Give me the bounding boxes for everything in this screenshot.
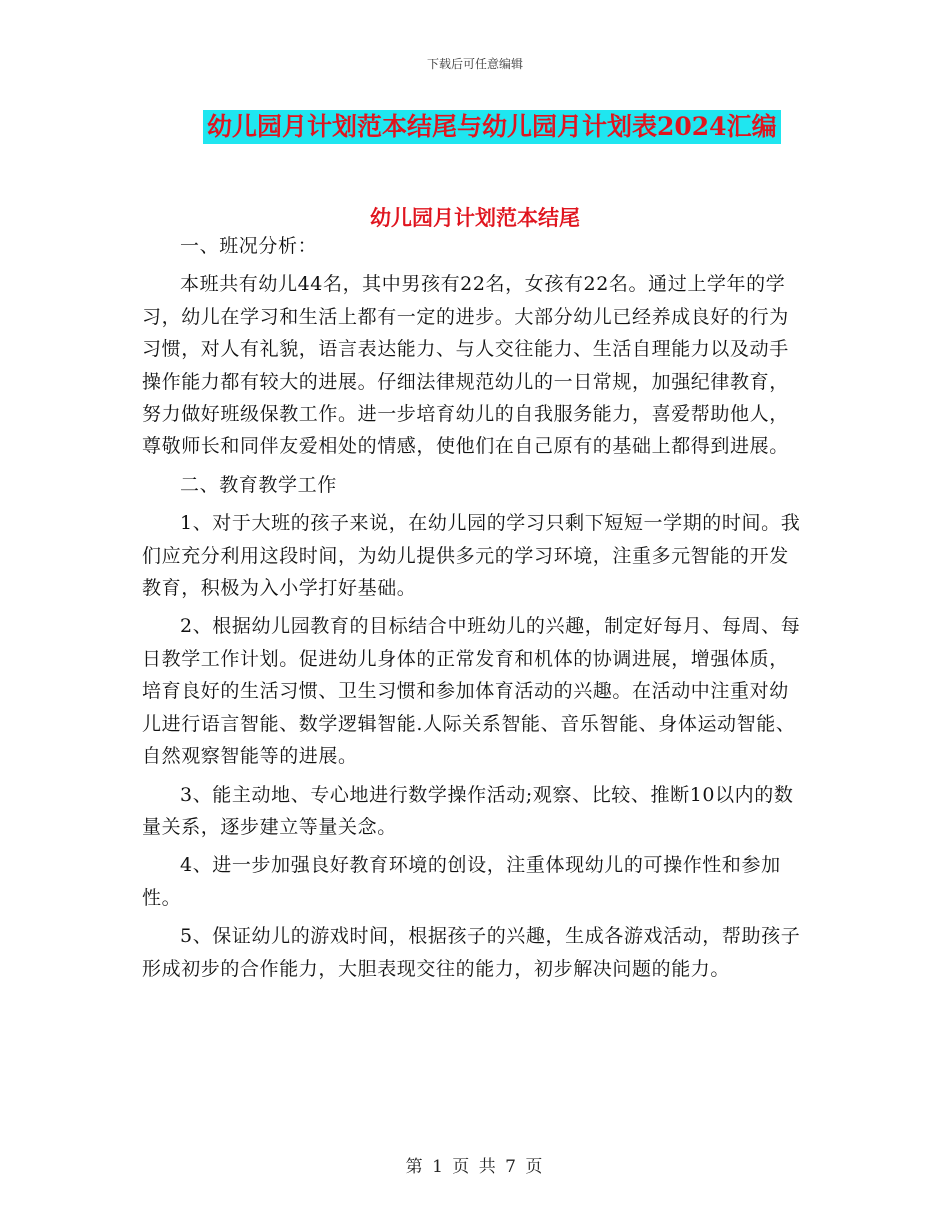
section-title: 幼儿园月计划范本结尾 (370, 205, 580, 230)
paragraph-item-3: 3、能主动地、专心地进行数学操作活动;观察、比较、推断10以内的数量关系，逐步建立等量关念。 (142, 783, 794, 838)
document-title: 幼儿园月计划范本结尾与幼儿园月计划表2024汇编 (203, 110, 781, 144)
heading-education-work: 二、教育教学工作 (180, 473, 337, 496)
header-note: 下载后可任意编辑 (426, 57, 523, 71)
paragraph-class-analysis: 本班共有幼儿44名，其中男孩有22名，女孩有22名。通过上学年的学习，幼儿在学习和生活上都有一定的进步。大部分幼儿已经养成良好的行为习惯，对人有礼貌，语言表达能力、与人交往能力、生活自理能力以及动手操作能力都有较大的进展。仔细法律规范幼儿的一日常规，加强纪律教育，努力做好班级保教工作。进一步培育幼儿的自我服务能力，喜爱帮助他人，尊敬师长和同伴友爱相处的情感，使他们在自己原有的基础上都得到进展。 (142, 273, 789, 458)
paragraph-item-4: 4、进一步加强良好教育环境的创设，注重体现幼儿的可操作性和参加性。 (142, 854, 781, 909)
heading-class-analysis: 一、班况分析： (180, 235, 318, 257)
paragraph-item-5: 5、保证幼儿的游戏时间，根据孩子的兴趣，生成各游戏活动，帮助孩子形成初步的合作能力，大胆表现交往的能力，初步解决问题的能力。 (142, 925, 801, 980)
paragraph-item-1: 1、对于大班的孩子来说，在幼儿园的学习只剩下短短一学期的时间。我们应充分利用这段时间，为幼儿提供多元的学习环境，注重多元智能的开发教育，积极为入小学打好基础。 (142, 512, 801, 600)
page-number: 第 1 页 共 7 页 (405, 1157, 545, 1177)
document-body (142, 230, 806, 985)
paragraph-item-2: 2、根据幼儿园教育的目标结合中班幼儿的兴趣，制定好每月、每周、每日教学工作计划。促进幼儿身体的正常发育和机体的协调进展，增强体质，培育良好的生活习惯、卫生习惯和参加体育活动的兴趣。在活动中注重对幼儿进行语言智能、数学逻辑智能.人际关系智能、音乐智能、身体运动智能、自然观察智能等的进展。 (142, 615, 801, 768)
